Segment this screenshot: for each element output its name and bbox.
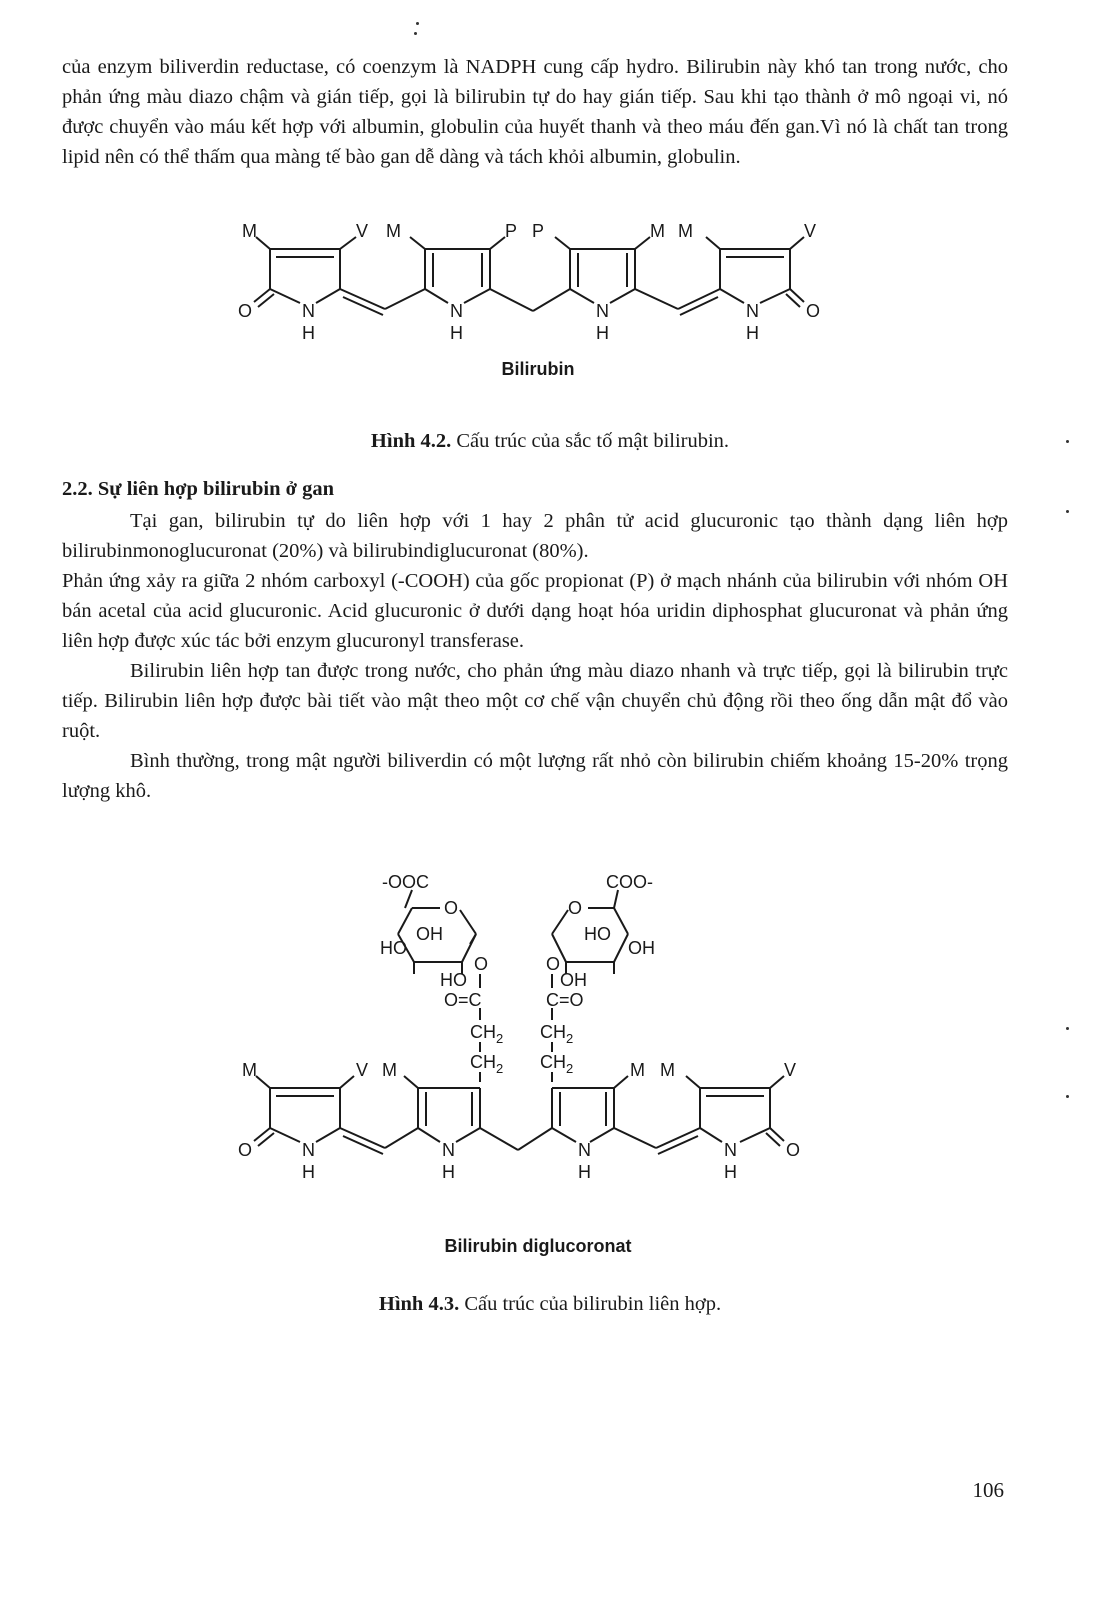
carboxylate-label: COO-	[606, 872, 653, 892]
pyrrole-ring-4	[706, 237, 804, 307]
caption-text: Cấu trúc của bilirubin liên hợp.	[459, 1293, 722, 1315]
hydroxyl-label: OH	[560, 970, 587, 990]
ring-hydrogen: H	[450, 323, 463, 343]
scan-speck	[1066, 1027, 1069, 1030]
substituent-m: M	[660, 1060, 675, 1080]
methylene-ch: CH	[540, 1052, 566, 1072]
methylene-label	[540, 1052, 573, 1076]
substituent-m: M	[242, 221, 257, 241]
ring-hydrogen: H	[302, 323, 315, 343]
hydroxyl-label: OH	[416, 924, 443, 944]
methylene-label	[470, 1022, 503, 1046]
carbonyl-oxygen: O	[238, 1140, 253, 1160]
substituent-p: P	[505, 221, 518, 241]
carbonyl-oxygen: O	[786, 1140, 801, 1160]
ring-hydrogen: H	[302, 1162, 315, 1182]
paragraph: Bình thường, trong mật người biliverdin có một lượng rất nhỏ còn bilirubin chiếm khoảng 15-20% trọng lượng khô.	[62, 750, 1008, 802]
ring-oxygen: O	[444, 898, 459, 918]
ring-nitrogen: N	[746, 301, 759, 321]
carbonyl-oxygen: O	[238, 301, 253, 321]
substituent-v: V	[356, 221, 369, 241]
ring-nitrogen: N	[302, 301, 315, 321]
carbonyl-label: O=C	[444, 990, 482, 1010]
ring-nitrogen: N	[442, 1140, 455, 1160]
scan-speck	[1066, 1095, 1069, 1098]
intro-text	[62, 52, 1008, 172]
substituent-m: M	[386, 221, 401, 241]
substituent-m: M	[242, 1060, 257, 1080]
ring-nitrogen: N	[596, 301, 609, 321]
ring-nitrogen: N	[724, 1140, 737, 1160]
ring-oxygen: O	[568, 898, 583, 918]
pyrrole-ring-1	[254, 237, 356, 307]
pyrrole-ring-4	[686, 1076, 784, 1146]
bilirubin-diglucoronat-figure	[0, 870, 1100, 1270]
substituent-v: V	[804, 221, 817, 241]
ring-nitrogen: N	[578, 1140, 591, 1160]
substituent-m: M	[382, 1060, 397, 1080]
caption-label: Hình 4.3.	[378, 1293, 460, 1315]
bilirubin-structure-figure	[0, 205, 1100, 385]
methylene-label	[470, 1052, 503, 1076]
pyrrole-ring-2	[404, 1076, 480, 1142]
scan-speck	[1066, 440, 1069, 443]
hydroxyl-label: OH	[628, 938, 655, 958]
pyrrole-ring-2	[410, 237, 505, 303]
paragraph: Phản ứng xảy ra giữa 2 nhóm carboxyl (-COOH) của gốc propionat (P) ở mạch nhánh của bilirubin với nhóm OH bán acetal của acid glucuronic. Acid glucuronic ở dưới dạng hoạt hóa uridin diphosphat glucuronat và phản ứng liên hợp được xúc tác bởi enzym glucuronyl transferase.	[62, 570, 1008, 652]
methylene-ch: CH	[470, 1022, 496, 1042]
substituent-m: M	[678, 221, 693, 241]
section-heading: 2.2. Sự liên hợp bilirubin ở gan	[62, 478, 334, 500]
ring-hydrogen: H	[578, 1162, 591, 1182]
substituent-m: M	[630, 1060, 645, 1080]
ring-nitrogen: N	[450, 301, 463, 321]
ring-hydrogen: H	[596, 323, 609, 343]
substituent-v: V	[784, 1060, 797, 1080]
figure-title: Bilirubin	[501, 359, 575, 379]
methylene-ch: CH	[470, 1052, 496, 1072]
subscript-two: 2	[496, 1031, 504, 1046]
subscript-two: 2	[496, 1061, 504, 1076]
ester-oxygen: O	[474, 954, 489, 974]
ester-oxygen: O	[546, 954, 561, 974]
paragraph: Bilirubin liên hợp tan được trong nước, cho phản ứng màu diazo nhanh và trực tiếp, gọi là bilirubin trực tiếp. Bilirubin liên hợp được bài tiết vào mật theo một cơ chế vận chuyển chủ động rồi theo ống dẫn mật đổ vào ruột.	[62, 660, 1008, 742]
paragraph: Tại gan, bilirubin tự do liên hợp với 1 hay 2 phân tử acid glucuronic tạo thành dạng liên hợp bilirubinmonoglucuronat (20%) và bilirubindiglucuronat (80%).	[62, 510, 1008, 562]
ring-hydrogen: H	[442, 1162, 455, 1182]
scan-speck	[414, 32, 417, 35]
figure-caption	[0, 430, 1100, 453]
substituent-p: P	[532, 221, 545, 241]
paragraph: của enzym biliverdin reductase, có coenzym là NADPH cung cấp hydro. Bilirubin này khó tan trong nước, cho phản ứng màu diazo chậm và gián tiếp, gọi là bilirubin tự do hay gián tiếp. Sau khi tạo thành ở mô ngoại vi, nó được chuyển vào máu kết hợp với albumin, globulin của huyết thanh và theo máu đến gan.Vì nó là chất tan trong lipid nên có thể thấm qua màng tế bào gan dễ dàng và tách khỏi albumin, globulin.	[62, 56, 1008, 168]
substituent-v: V	[356, 1060, 369, 1080]
substituent-m: M	[650, 221, 665, 241]
carbonyl-oxygen: O	[806, 301, 821, 321]
figure-title: Bilirubin diglucoronat	[444, 1236, 632, 1256]
subscript-two: 2	[566, 1061, 574, 1076]
caption-text: Cấu trúc của sắc tố mật bilirubin.	[451, 430, 730, 452]
pyrrole-ring-3	[552, 1076, 628, 1142]
figure-caption	[0, 1293, 1100, 1316]
section-text	[62, 506, 1008, 806]
carbonyl-label: C=O	[546, 990, 584, 1010]
carboxylate-label: -OOC	[382, 872, 429, 892]
scan-speck	[1066, 510, 1069, 513]
caption-label: Hình 4.2.	[370, 430, 452, 452]
ring-hydrogen: H	[724, 1162, 737, 1182]
hydroxyl-label: HO	[440, 970, 467, 990]
methylene-ch: CH	[540, 1022, 566, 1042]
hydroxyl-label: HO	[380, 938, 407, 958]
ring-nitrogen: N	[302, 1140, 315, 1160]
pyrrole-ring-3	[555, 237, 650, 303]
methylene-label	[540, 1022, 573, 1046]
page-number: 106	[972, 1478, 1004, 1502]
pyrrole-ring-1	[254, 1076, 354, 1146]
scan-speck	[416, 22, 419, 25]
subscript-two: 2	[566, 1031, 574, 1046]
ring-hydrogen: H	[746, 323, 759, 343]
hydroxyl-label: HO	[584, 924, 611, 944]
